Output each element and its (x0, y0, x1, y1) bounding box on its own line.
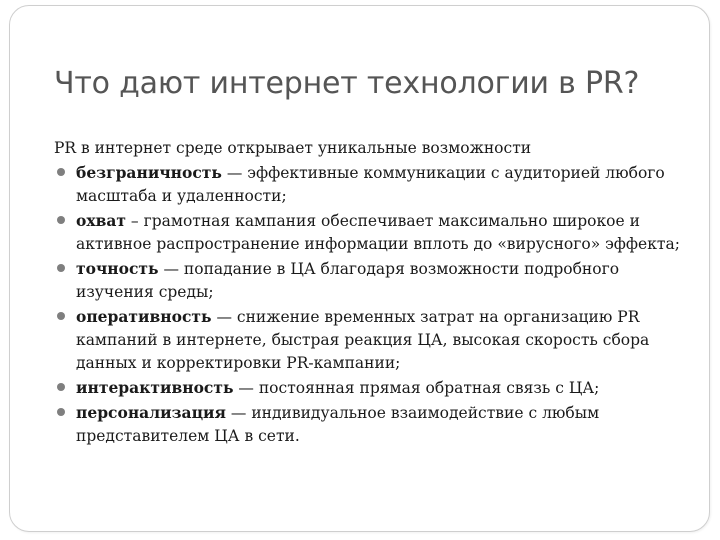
bullet-icon (57, 216, 65, 224)
item-term: точность (76, 259, 159, 278)
item-term: охват (76, 211, 126, 230)
item-text: — индивидуальное взаимодействие с любым представителем ЦА в сети. (76, 404, 600, 445)
bullet-icon (57, 312, 65, 320)
item-term: безграничность (76, 163, 222, 182)
item-term: оперативность (76, 307, 212, 326)
item-term: интерактивность (76, 378, 234, 397)
slide-body (54, 137, 694, 449)
intro-text: PR в интернет среде открывает уникальные возможности (54, 139, 532, 157)
item-text: — эффективные коммуникации с аудиторией любого масштаба и удаленности; (76, 164, 665, 205)
item-text: — снижение временных затрат на организацию PR кампаний в интернете, быстрая реакция ЦА, высокая скорость сбора данных и корректировки PR-кампании; (76, 308, 650, 372)
list-item (54, 305, 694, 375)
list-item (54, 376, 694, 400)
bullet-icon (57, 264, 65, 272)
bullet-icon (57, 408, 65, 416)
list-item (54, 161, 694, 208)
bullet-icon (57, 383, 65, 391)
item-term: персонализация (76, 403, 226, 422)
item-text: – грамотная кампания обеспечивает максимально широкое и активное распространение информации вплоть до «вирусного» эффекта; (76, 212, 680, 253)
item-text: — постоянная прямая обратная связь с ЦА; (233, 379, 600, 397)
list-item (54, 209, 694, 256)
bullet-list (54, 161, 694, 448)
item-text: — попадание в ЦА благодаря возможности подробного изучения среды; (76, 260, 620, 301)
slide-frame (9, 5, 710, 532)
bullet-icon (57, 168, 65, 176)
slide-title: Что дают интернет технологии в PR? (54, 66, 640, 101)
list-item (54, 401, 694, 448)
list-item (54, 257, 694, 304)
